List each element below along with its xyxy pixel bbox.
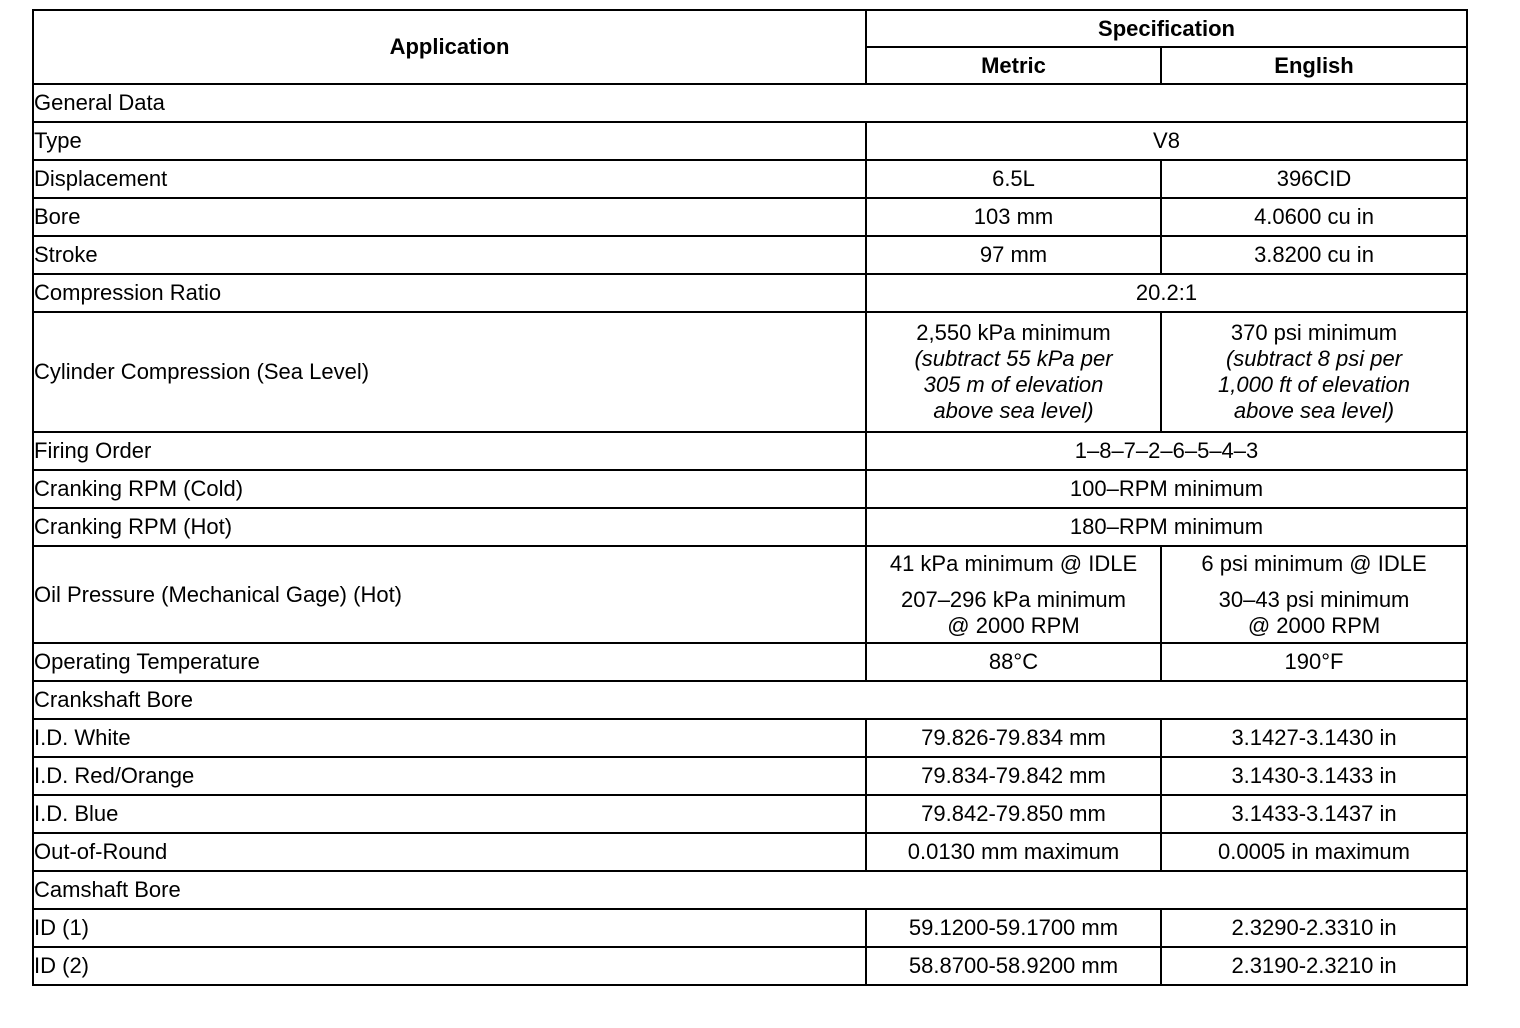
table-row-operating-temp xyxy=(33,643,1467,681)
metric-value xyxy=(866,312,1161,432)
metric-value: 88°C xyxy=(866,643,1161,681)
row-label: I.D. Red/Orange xyxy=(33,757,866,795)
row-label: Bore xyxy=(33,198,866,236)
metric-header: Metric xyxy=(866,47,1161,84)
table-row-cylinder-compression xyxy=(33,312,1467,432)
row-label: Type xyxy=(33,122,866,160)
row-label: Compression Ratio xyxy=(33,274,866,312)
section-row-camshaft xyxy=(33,871,1467,909)
row-value: 100–RPM minimum xyxy=(866,470,1467,508)
english-line: 6 psi minimum @ IDLE xyxy=(1201,550,1427,576)
row-value: 180–RPM minimum xyxy=(866,508,1467,546)
metric-value: 79.826-79.834 mm xyxy=(866,719,1161,757)
section-title-crankshaft: Crankshaft Bore xyxy=(33,681,1467,719)
english-header: English xyxy=(1161,47,1467,84)
row-label: Oil Pressure (Mechanical Gage) (Hot) xyxy=(33,546,866,643)
section-row-general xyxy=(33,84,1467,122)
english-line: @ 2000 RPM xyxy=(1247,612,1381,638)
table-row-id-1 xyxy=(33,909,1467,947)
table-row-out-of-round xyxy=(33,833,1467,871)
metric-value: 59.1200-59.1700 mm xyxy=(866,909,1161,947)
english-value xyxy=(1161,546,1467,643)
metric-line: above sea level) xyxy=(933,398,1094,423)
english-value: 3.1430-3.1433 in xyxy=(1161,757,1467,795)
metric-value: 103 mm xyxy=(866,198,1161,236)
table-row-id-white xyxy=(33,719,1467,757)
metric-line: 305 m of elevation xyxy=(923,372,1104,397)
english-line: 370 psi minimum xyxy=(1230,320,1398,345)
row-label: I.D. Blue xyxy=(33,795,866,833)
row-label: ID (1) xyxy=(33,909,866,947)
metric-value: 79.834-79.842 mm xyxy=(866,757,1161,795)
metric-line: @ 2000 RPM xyxy=(947,612,1080,638)
table-row-oil-pressure xyxy=(33,546,1467,643)
table-row-bore xyxy=(33,198,1467,236)
english-value: 3.8200 cu in xyxy=(1161,236,1467,274)
header-row-top xyxy=(33,10,1467,47)
row-label: I.D. White xyxy=(33,719,866,757)
row-value: 1–8–7–2–6–5–4–3 xyxy=(866,432,1467,470)
metric-value: 6.5L xyxy=(866,160,1161,198)
section-title-general: General Data xyxy=(33,84,1467,122)
metric-line: 207–296 kPa minimum xyxy=(900,586,1126,612)
row-label: Displacement xyxy=(33,160,866,198)
table-row-displacement xyxy=(33,160,1467,198)
english-line: 30–43 psi minimum xyxy=(1218,586,1410,612)
line-spacer xyxy=(867,577,1160,587)
english-value: 396CID xyxy=(1161,160,1467,198)
metric-value xyxy=(866,546,1161,643)
row-label: Cranking RPM (Cold) xyxy=(33,470,866,508)
english-line: above sea level) xyxy=(1233,398,1395,423)
english-line: 1,000 ft of elevation xyxy=(1217,372,1411,397)
table-row-stroke xyxy=(33,236,1467,274)
line-spacer xyxy=(1162,577,1466,587)
row-label: Firing Order xyxy=(33,432,866,470)
table-row-id-2 xyxy=(33,947,1467,985)
english-value: 3.1433-3.1437 in xyxy=(1161,795,1467,833)
english-value: 190°F xyxy=(1161,643,1467,681)
metric-value: 79.842-79.850 mm xyxy=(866,795,1161,833)
application-header: Application xyxy=(33,10,866,84)
row-value: 20.2:1 xyxy=(866,274,1467,312)
table-row-cranking-cold xyxy=(33,470,1467,508)
metric-value: 58.8700-58.9200 mm xyxy=(866,947,1161,985)
english-line: (subtract 8 psi per xyxy=(1225,346,1403,371)
row-label: Out-of-Round xyxy=(33,833,866,871)
metric-line: (subtract 55 kPa per xyxy=(914,346,1113,371)
table-row-firing-order xyxy=(33,432,1467,470)
row-label: Cranking RPM (Hot) xyxy=(33,508,866,546)
metric-line: 2,550 kPa minimum xyxy=(916,320,1111,345)
section-row-crankshaft xyxy=(33,681,1467,719)
metric-value: 0.0130 mm maximum xyxy=(866,833,1161,871)
row-label: ID (2) xyxy=(33,947,866,985)
row-label: Operating Temperature xyxy=(33,643,866,681)
english-value xyxy=(1161,312,1467,432)
specification-header: Specification xyxy=(866,10,1467,47)
table-row-compression-ratio xyxy=(33,274,1467,312)
metric-value: 97 mm xyxy=(866,236,1161,274)
english-value: 4.0600 cu in xyxy=(1161,198,1467,236)
section-title-camshaft: Camshaft Bore xyxy=(33,871,1467,909)
english-value: 2.3190-2.3210 in xyxy=(1161,947,1467,985)
table-row-cranking-hot xyxy=(33,508,1467,546)
table-row-id-blue xyxy=(33,795,1467,833)
english-value: 2.3290-2.3310 in xyxy=(1161,909,1467,947)
table-row-type xyxy=(33,122,1467,160)
row-label: Stroke xyxy=(33,236,866,274)
engine-spec-table xyxy=(32,9,1468,986)
row-label: Cylinder Compression (Sea Level) xyxy=(33,312,866,432)
metric-line: 41 kPa minimum @ IDLE xyxy=(889,550,1138,576)
english-value: 3.1427-3.1430 in xyxy=(1161,719,1467,757)
english-value: 0.0005 in maximum xyxy=(1161,833,1467,871)
row-value: V8 xyxy=(866,122,1467,160)
table-row-id-red-orange xyxy=(33,757,1467,795)
